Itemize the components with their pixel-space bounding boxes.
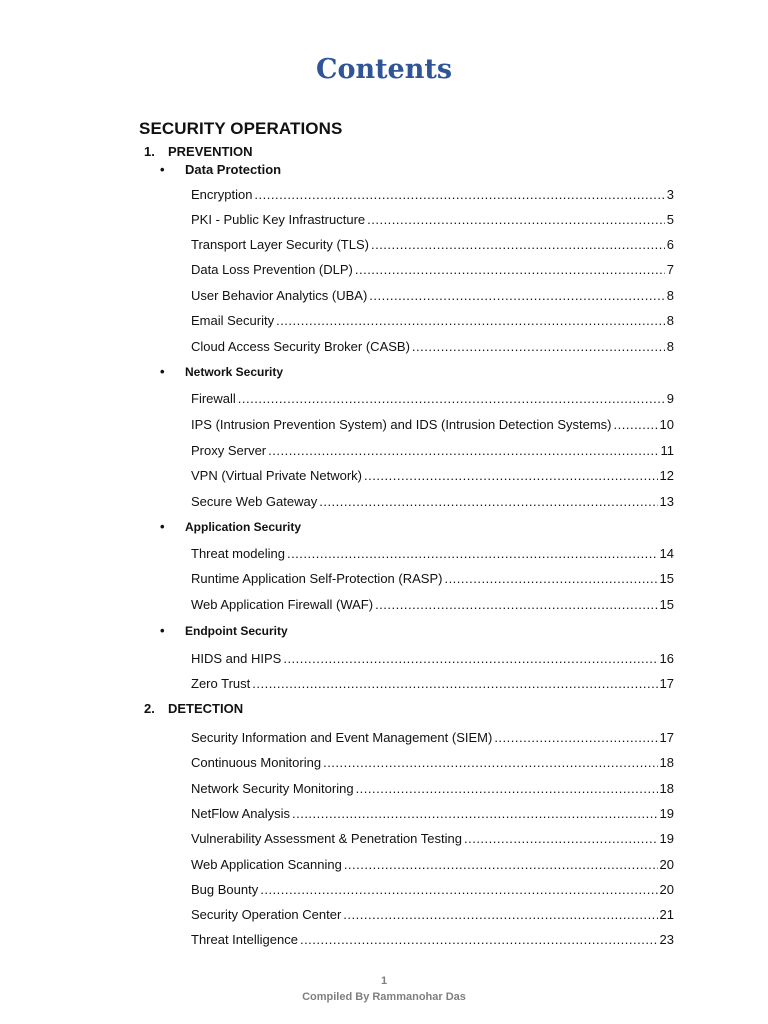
toc-page-number: 6 — [666, 237, 674, 252]
toc-entry[interactable] — [191, 442, 674, 460]
leader-dots — [355, 261, 665, 279]
leader-dots — [268, 442, 658, 460]
toc-entry-text: Runtime Application Self-Protection (RASP) — [191, 571, 443, 586]
toc-entry[interactable] — [191, 416, 674, 434]
leader-dots — [367, 211, 665, 229]
section-detection — [144, 701, 243, 716]
leader-dots — [276, 312, 665, 330]
toc-entry[interactable] — [191, 312, 674, 330]
toc-entry-text: Threat Intelligence — [191, 932, 298, 947]
section-number: 1. — [144, 144, 155, 159]
toc-entry-text: Cloud Access Security Broker (CASB) — [191, 339, 410, 354]
toc-entry-text: Threat modeling — [191, 546, 285, 561]
toc-entry[interactable] — [191, 906, 674, 924]
leader-dots — [319, 493, 657, 511]
leader-dots — [412, 338, 665, 356]
toc-entry[interactable] — [191, 545, 674, 563]
toc-entry-text: Secure Web Gateway — [191, 494, 318, 509]
toc-entry-text: Continuous Monitoring — [191, 755, 322, 770]
toc-entry-text: Transport Layer Security (TLS) — [191, 237, 369, 252]
toc-entry[interactable] — [191, 236, 674, 254]
bullet-icon: • — [160, 623, 165, 638]
toc-page-number: 15 — [659, 571, 674, 586]
leader-dots — [364, 467, 658, 485]
toc-entry-text: Zero Trust — [191, 676, 251, 691]
toc-entry-text: Firewall — [191, 391, 236, 406]
toc-page-number: 8 — [666, 339, 674, 354]
leader-dots — [444, 570, 657, 588]
leader-dots — [369, 287, 664, 305]
toc-entry[interactable] — [191, 186, 674, 204]
toc-entry-text: Security Information and Event Management (SIEM) — [191, 730, 493, 745]
subsection-application-security — [160, 519, 301, 534]
subsection-network-security — [160, 364, 283, 379]
subsection-endpoint-security — [160, 623, 288, 638]
toc-entry[interactable] — [191, 570, 674, 588]
leader-dots — [494, 729, 657, 747]
toc-page-number: 11 — [660, 443, 674, 458]
toc-entry-text: Security Operation Center — [191, 907, 342, 922]
toc-heading: SECURITY OPERATIONS — [139, 119, 343, 138]
bullet-icon: • — [160, 364, 165, 379]
toc-entry[interactable] — [191, 856, 674, 874]
toc-entry[interactable] — [191, 287, 674, 305]
toc-page-number: 14 — [659, 546, 674, 561]
leader-dots — [344, 856, 658, 874]
toc-entry-text: NetFlow Analysis — [191, 806, 290, 821]
leader-dots — [238, 390, 665, 408]
leader-dots — [614, 416, 658, 434]
subsection-label: Network Security — [185, 365, 284, 379]
leader-dots — [283, 650, 657, 668]
footer-credit: Compiled By Rammanohar Das — [302, 991, 466, 1003]
toc-entry[interactable] — [191, 830, 674, 848]
toc-entry[interactable] — [191, 390, 674, 408]
toc-entry-text: Vulnerability Assessment & Penetration Testing — [191, 831, 462, 846]
leader-dots — [343, 906, 657, 924]
leader-dots — [323, 754, 657, 772]
leader-dots — [371, 236, 665, 254]
toc-page-number: 20 — [659, 857, 674, 872]
toc-entry-text: Web Application Scanning — [191, 857, 342, 872]
toc-page-number: 19 — [659, 831, 674, 846]
bullet-icon: • — [160, 162, 165, 177]
subsection-data-protection — [160, 162, 281, 177]
toc-page-number: 18 — [659, 755, 674, 770]
toc-entry[interactable] — [191, 931, 674, 949]
subsection-label: Endpoint Security — [185, 624, 288, 638]
toc-page-number: 3 — [666, 187, 674, 202]
section-label: DETECTION — [168, 701, 244, 716]
leader-dots — [254, 186, 664, 204]
toc-entry[interactable] — [191, 675, 674, 693]
toc-entry[interactable] — [191, 467, 674, 485]
leader-dots — [252, 675, 657, 693]
leader-dots — [292, 805, 658, 823]
section-number: 2. — [144, 701, 155, 716]
leader-dots — [464, 830, 658, 848]
toc-entry-text: Bug Bounty — [191, 882, 259, 897]
toc-entry[interactable] — [191, 338, 674, 356]
toc-entry[interactable] — [191, 493, 674, 511]
toc-entry[interactable] — [191, 650, 674, 668]
toc-entry-text: Proxy Server — [191, 443, 267, 458]
leader-dots — [300, 931, 658, 949]
toc-page-number: 15 — [659, 597, 674, 612]
toc-entry-text: VPN (Virtual Private Network) — [191, 468, 362, 483]
toc-entry-text: Email Security — [191, 313, 275, 328]
toc-entry-text: Encryption — [191, 187, 253, 202]
footer-page-number: 1 — [380, 975, 388, 987]
toc-entry-text: IPS (Intrusion Prevention System) and IDS (Intrusion Detection Systems) — [191, 417, 612, 432]
toc-entry[interactable] — [191, 729, 674, 747]
page-title: Contents — [315, 54, 453, 85]
toc-page-number: 5 — [666, 212, 674, 227]
toc-page-number: 7 — [666, 262, 674, 277]
toc-entry-text: User Behavior Analytics (UBA) — [191, 288, 368, 303]
toc-entry[interactable] — [191, 211, 674, 229]
toc-entry[interactable] — [191, 261, 674, 279]
toc-page-number: 16 — [659, 651, 674, 666]
toc-entry-text: Web Application Firewall (WAF) — [191, 597, 374, 612]
leader-dots — [375, 596, 657, 614]
toc-page-number: 23 — [659, 932, 674, 947]
subsection-label: Data Protection — [185, 162, 282, 177]
toc-entry[interactable] — [191, 881, 674, 899]
section-prevention — [144, 144, 253, 159]
toc-page-number: 12 — [659, 468, 674, 483]
toc-entry-text: HIDS and HIPS — [191, 651, 282, 666]
toc-page-number: 19 — [659, 806, 674, 821]
toc-page-number: 21 — [659, 907, 674, 922]
toc-page-number: 8 — [666, 313, 674, 328]
toc-entry[interactable] — [191, 805, 674, 823]
toc-entry-text: Network Security Monitoring — [191, 781, 354, 796]
toc-page-number: 17 — [659, 730, 674, 745]
subsection-label: Application Security — [185, 520, 302, 534]
toc-page-number: 8 — [666, 288, 674, 303]
toc-page-number: 9 — [666, 391, 674, 406]
leader-dots — [260, 881, 657, 899]
bullet-icon: • — [160, 519, 165, 534]
toc-page-number: 20 — [659, 882, 674, 897]
toc-page-number: 10 — [659, 417, 674, 432]
section-label: PREVENTION — [168, 144, 253, 159]
toc-page-number: 18 — [659, 781, 674, 796]
leader-dots — [356, 780, 658, 798]
toc-page-number: 17 — [659, 676, 674, 691]
leader-dots — [287, 545, 658, 563]
toc-entry[interactable] — [191, 596, 674, 614]
toc-entry-text: PKI - Public Key Infrastructure — [191, 212, 366, 227]
toc-entry-text: Data Loss Prevention (DLP) — [191, 262, 353, 277]
toc-entry[interactable] — [191, 754, 674, 772]
toc-entry[interactable] — [191, 780, 674, 798]
toc-page-number: 13 — [659, 494, 674, 509]
